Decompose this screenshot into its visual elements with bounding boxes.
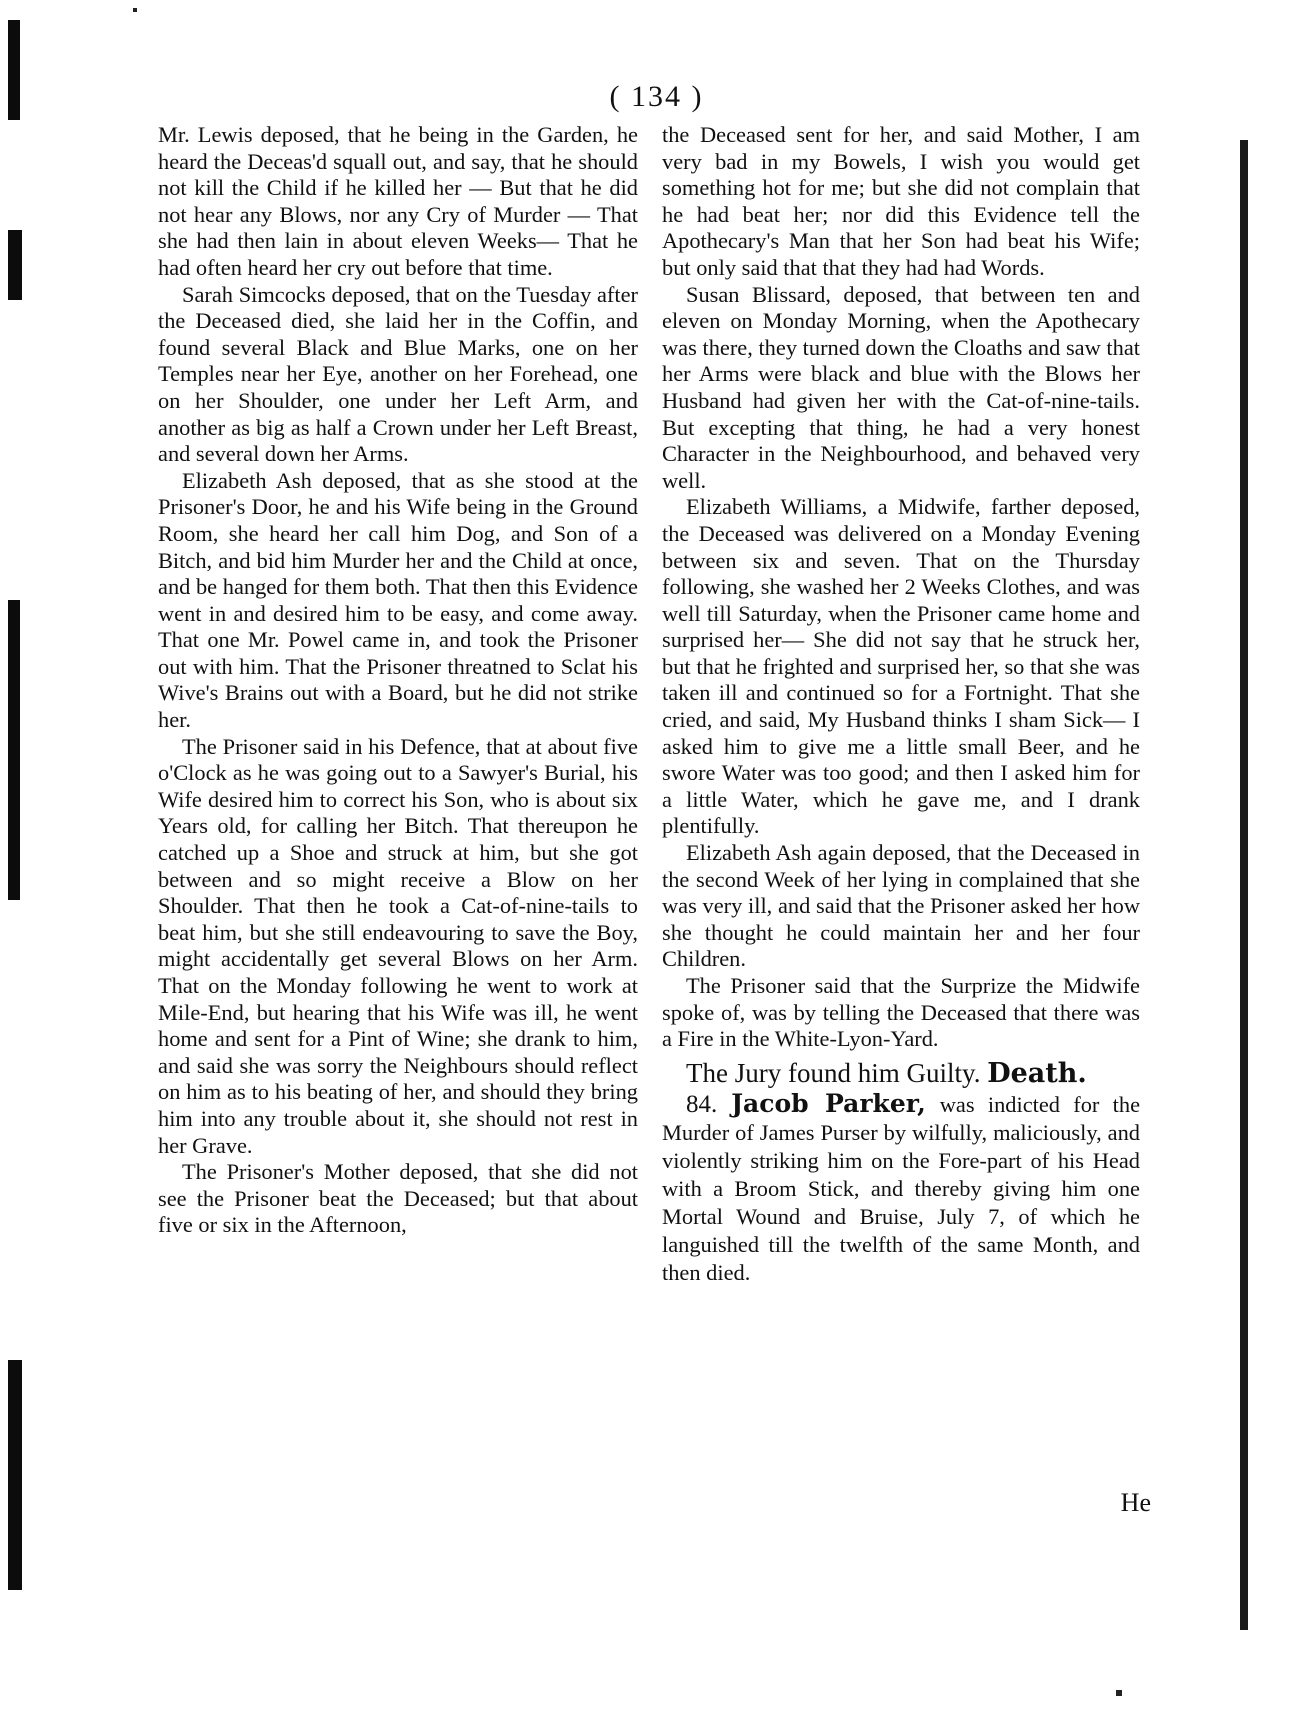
scan-speck bbox=[1116, 1690, 1122, 1696]
page-number: ( 134 ) bbox=[609, 80, 704, 113]
paragraph: Elizabeth Ash deposed, that as she stood at the Prisoner's Door, he and his Wife being in the Ground Room, she heard her call him Dog, and Son of a Bitch, and bid him Murder her and the Child at once, and be hanged for them both. That then this Evidence went in and desired him to be easy, and come away. That one Mr. Powel came in, and took the Prisoner out with him. That the Prisoner threatned to Sclat his Wive's Brains out with a Board, but he did not strike her. bbox=[158, 467, 638, 733]
paragraph: The Prisoner said in his Defence, that at about five o'Clock as he was going out to a Sawyer's Burial, his Wife desired him to correct his Son, who is about six Years old, for calling her Bitch. That thereupon he catched up a Shoe and struck at him, but she got between and so might receive a Blow on her Shoulder. That then he took a Cat-of-nine-tails to beat him, but she still endeavouring to save the Boy, might accidentally get several Blows on her Arm. That on the Monday following he went to work at Mile-End, but hearing that his Wife was ill, he went home and sent for a Pint of Wine; she drank to him, and said she was sorry the Neighbours should reflect on him as to his beating of her, and should they bring him into any trouble about it, she should not rest in her Grave. bbox=[158, 733, 638, 1158]
paragraph: Susan Blissard, deposed, that between ten and eleven on Monday Morning, when the Apothecary was there, they turned down the Cloaths and saw that her Arms were black and blue with the Blows her Husband had given her with the Cat-of-nine-tails. But excepting that thing, he had a very honest Character in the Neighbourhood, and behaved very well. bbox=[662, 281, 1140, 493]
scan-edge-mark bbox=[8, 1360, 22, 1590]
paragraph: Elizabeth Williams, a Midwife, farther deposed, the Deceased was delivered on a Monday Evening between six and seven. That on the Thursday following, she washed her 2 Weeks Clothes, and was well till Saturday, when the Prisoner came home and surprised her— She did not say that he struck her, but that he frighted and surprised her, so that she was taken ill and continued so for a Fortnight. That she cried, and said, My Husband thinks I sham Sick— I asked him to give me a little small Beer, and he swore Water was too good; and then I asked him for a little Water, which he gave me, and I drank plentifully. bbox=[662, 494, 1140, 839]
paragraph: The Prisoner said that the Surprize the Midwife spoke of, was by telling the Deceased that there was a Fire in the White-Lyon-Yard. bbox=[662, 973, 1140, 1052]
next-case bbox=[662, 1090, 1140, 1287]
scan-speck bbox=[133, 8, 137, 12]
scan-edge-mark bbox=[8, 600, 20, 900]
verdict-sentence: Death. bbox=[987, 1057, 1087, 1089]
verdict-text: The Jury found him Guilty. bbox=[686, 1057, 981, 1088]
case-number: 84. bbox=[686, 1090, 718, 1118]
defendant-name: Jacob Parker, bbox=[731, 1088, 926, 1118]
paragraph: Elizabeth Ash again deposed, that the Deceased in the second Week of her lying in complained that she was very ill, and said that the Prisoner asked her how she thought he could maintain her and her four Children. bbox=[662, 840, 1140, 972]
paragraph: The Prisoner's Mother deposed, that she did not see the Prisoner beat the Deceased; but that about five or six in the Afternoon, bbox=[158, 1159, 638, 1238]
scan-edge-mark bbox=[8, 230, 22, 300]
left-column bbox=[158, 122, 638, 1239]
scan-edge-mark bbox=[8, 20, 20, 120]
right-column bbox=[662, 122, 1140, 1287]
paragraph: Sarah Simcocks deposed, that on the Tuesday after the Deceased died, she laid her in the Coffin, and found several Black and Blue Marks, one on her Temples near her Eye, another on her Forehead, one on her Shoulder, one under her Left Arm, and another as big as half a Crown under her Left Breast, and several down her Arms. bbox=[158, 281, 638, 467]
paragraph: the Deceased sent for her, and said Mother, I am very bad in my Bowels, I wish you would get something hot for me; but she did not complain that he had beat her; nor did this Evidence tell the Apothecary's Man that her Son had beat his Wife; but only said that that they had had Words. bbox=[662, 122, 1140, 280]
paragraph: Mr. Lewis deposed, that he being in the Garden, he heard the Deceas'd squall out, and say, that he should not kill the Child if he killed her — But that he did not hear any Blows, nor any Cry of Murder — That she had then lain in about eleven Weeks— That he had often heard her cry out before that time. bbox=[158, 122, 638, 280]
scan-right-rule bbox=[1240, 140, 1248, 1630]
case-text: was indicted for the Murder of James Purser by wilfully, maliciously, and violently striking him on the Fore-part of his Head with a Broom Stick, and thereby giving him one Mortal Wound and Bruise, July 7, of which he languished till the twelfth of the same Month, and then died. bbox=[662, 1091, 1141, 1285]
verdict-line bbox=[662, 1057, 1140, 1090]
catchword: He bbox=[1120, 1488, 1151, 1517]
